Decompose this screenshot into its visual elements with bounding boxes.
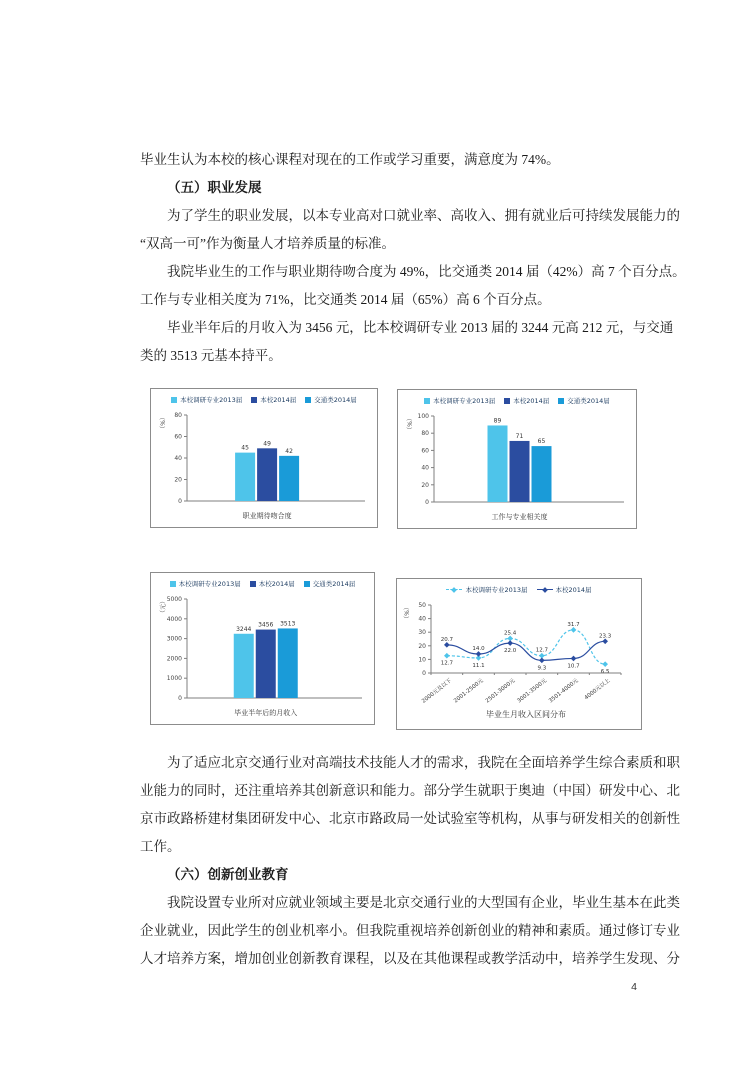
bar-value-label: 3456 <box>258 621 274 629</box>
y-tick-label: 80 <box>421 430 429 438</box>
legend-swatch-icon <box>304 581 310 587</box>
point-value-label: 23.3 <box>599 633 612 640</box>
bar <box>257 448 277 501</box>
chart-legend <box>398 396 636 405</box>
bar-value-label: 71 <box>515 432 524 440</box>
legend-item <box>304 579 356 588</box>
chart-career-expectation-match <box>150 388 378 528</box>
text-line: 京市政路桥建材集团研发中心、北京市路政局一处试验室等机构，从事与研发相关的创新性 <box>140 811 680 826</box>
data-point-marker-icon <box>602 661 608 667</box>
text-line: 为了适应北京交通行业对高端技术技能人才的需求，我院在全面培养学生综合素质和职 <box>167 755 680 770</box>
text-line: 人才培养方案，增加创业创新教育课程，以及在其他课程或教学活动中，培养学生发现、分 <box>140 951 680 966</box>
x-tick-label: 3501-4000元 <box>548 677 580 705</box>
text-line: 毕业生认为本校的核心课程对现在的工作或学习重要，满意度为 74%。 <box>140 152 560 167</box>
lower-text <box>140 749 680 973</box>
text-line: 毕业半年后的月收入为 3456 元，比本校调研专业 2013 届的 3244 元高 212 元，与交通 <box>167 320 674 335</box>
legend-label: 交通类2014届 <box>312 580 356 588</box>
legend-swatch-icon <box>251 397 257 403</box>
bar <box>532 446 552 502</box>
point-value-label: 6.5 <box>600 669 610 676</box>
text-line: 工作与专业相关度为 71%，比交通类 2014 届（65%）高 6 个百分点。 <box>140 292 551 307</box>
x-tick-label: 4000元以上 <box>583 677 612 702</box>
point-value-label: 22.0 <box>504 648 517 655</box>
y-tick-label: 30 <box>418 629 426 637</box>
bar <box>256 630 276 698</box>
legend-label: 本校调研专业2013届 <box>465 586 528 594</box>
y-axis-label: （%） <box>404 604 411 622</box>
legend-swatch-icon <box>537 589 553 590</box>
chart-legend <box>151 579 374 588</box>
legend-label: 交通类2014届 <box>567 397 610 405</box>
legend-item <box>537 585 592 594</box>
y-tick-label: 40 <box>418 615 426 623</box>
point-value-label: 31.7 <box>567 621 580 628</box>
legend-swatch-icon <box>171 397 177 403</box>
y-tick-label: 50 <box>418 602 426 609</box>
y-tick-label: 40 <box>421 464 429 472</box>
y-tick-label: 1000 <box>166 675 182 683</box>
data-point-marker-icon <box>476 651 482 657</box>
legend-swatch-icon <box>424 398 430 404</box>
bar-value-label: 3513 <box>280 620 296 628</box>
y-tick-label: 4000 <box>166 615 182 623</box>
legend-item <box>251 395 296 404</box>
bar-value-label: 89 <box>493 417 502 425</box>
legend-item <box>250 579 295 588</box>
bar <box>278 628 298 698</box>
y-tick-label: 20 <box>421 481 429 489</box>
y-tick-label: 20 <box>174 476 182 484</box>
x-axis-label: 职业期待吻合度 <box>242 512 292 520</box>
point-value-label: 20.7 <box>440 636 453 643</box>
y-axis-label: （元） <box>160 597 167 617</box>
data-point-marker-icon <box>507 640 513 646</box>
chart-income-distribution <box>396 578 642 730</box>
legend-swatch-icon <box>305 397 311 403</box>
chart-work-major-relevance <box>397 389 637 529</box>
legend-label: 本校调研专业2013届 <box>180 396 243 404</box>
x-tick-label: 2501-3000元 <box>484 677 517 705</box>
y-tick-label: 0 <box>178 695 182 702</box>
chart-plot <box>151 573 374 724</box>
x-axis-label: 毕业半年后的月收入 <box>234 709 298 717</box>
chart-legend <box>397 585 641 594</box>
legend-swatch-icon <box>446 589 462 590</box>
chart-plot <box>397 579 641 729</box>
bar <box>235 453 255 501</box>
x-axis-label: 工作与专业相关度 <box>491 513 548 521</box>
y-tick-label: 0 <box>425 499 429 506</box>
bar-value-label: 49 <box>263 440 271 448</box>
y-tick-label: 0 <box>422 670 426 677</box>
chart-monthly-income <box>150 572 375 725</box>
legend-label: 本校调研专业2013届 <box>178 580 241 588</box>
bar-value-label: 65 <box>537 438 546 446</box>
legend-item <box>446 585 527 594</box>
point-value-label: 14.0 <box>472 645 485 652</box>
diamond-marker-icon <box>542 587 548 593</box>
legend-label: 本校2014届 <box>513 397 550 405</box>
bar-value-label: 45 <box>241 444 249 452</box>
bar-value-label: 42 <box>285 447 293 455</box>
bar <box>510 441 530 502</box>
legend-swatch-icon <box>170 581 176 587</box>
text-line: 类的 3513 元基本持平。 <box>140 348 282 363</box>
y-tick-label: 20 <box>418 642 426 650</box>
y-axis-label: （%） <box>160 414 167 432</box>
bar <box>234 634 254 698</box>
legend-item <box>424 396 495 405</box>
x-tick-label: 2000元及以下 <box>421 677 454 705</box>
data-point-marker-icon <box>571 627 577 633</box>
y-tick-label: 3000 <box>166 635 182 643</box>
y-tick-label: 80 <box>174 412 182 419</box>
point-value-label: 12.7 <box>535 647 548 654</box>
text-line: 企业就业，因此学生的创业机率小。但我院重视培养创新创业的精神和素质。通过修订专业 <box>140 923 680 938</box>
y-tick-label: 0 <box>178 498 182 505</box>
line-series <box>447 641 605 660</box>
chart-title: 毕业生月收入区间分布 <box>486 710 566 719</box>
y-tick-label: 10 <box>418 656 426 664</box>
legend-item <box>305 395 357 404</box>
data-point-marker-icon <box>539 658 545 664</box>
legend-item <box>558 396 610 405</box>
legend-label: 本校2014届 <box>555 586 592 594</box>
line-series <box>447 630 605 664</box>
y-tick-label: 5000 <box>166 596 182 603</box>
point-value-label: 25.4 <box>504 630 517 637</box>
text-line: 我院设置专业所对应就业领域主要是北京交通行业的大型国有企业，毕业生基本在此类 <box>167 895 680 910</box>
y-tick-label: 100 <box>417 413 429 420</box>
legend-label: 本校2014届 <box>260 396 297 404</box>
data-point-marker-icon <box>571 656 577 662</box>
text-line: 工作。 <box>140 839 181 854</box>
data-point-marker-icon <box>444 642 450 648</box>
legend-label: 交通类2014届 <box>314 396 357 404</box>
text-line: “双高一可”作为衡量人才培养质量的标准。 <box>140 236 395 251</box>
data-point-marker-icon <box>602 638 608 644</box>
bar <box>279 456 299 501</box>
x-tick-label: 2001-2500元 <box>453 677 485 705</box>
bar <box>488 425 508 502</box>
legend-item <box>170 579 241 588</box>
y-tick-label: 60 <box>174 433 182 441</box>
legend-item <box>171 395 242 404</box>
y-tick-label: 60 <box>421 447 429 455</box>
point-value-label: 12.7 <box>440 660 453 667</box>
text-line: 业能力的同时，还注重培养其创新意识和能力。部分学生就职于奥迪（中国）研发中心、北 <box>140 783 680 798</box>
chart-plot <box>398 390 636 528</box>
point-value-label: 9.3 <box>537 665 547 672</box>
x-tick-label: 3001-3500元 <box>516 677 549 705</box>
section-heading: （六）创新创业教育 <box>167 867 289 882</box>
legend-swatch-icon <box>558 398 564 404</box>
text-line: 我院毕业生的工作与职业期待吻合度为 49%，比交通类 2014 届（42%）高 7 个百分点。 <box>167 264 686 279</box>
upper-text <box>140 146 686 370</box>
y-axis-label: （%） <box>407 415 414 433</box>
chart-legend <box>151 395 377 404</box>
legend-swatch-icon <box>504 398 510 404</box>
legend-label: 本校2014届 <box>258 580 295 588</box>
chart-plot <box>151 389 377 527</box>
legend-label: 本校调研专业2013届 <box>433 397 496 405</box>
point-value-label: 10.7 <box>567 663 580 670</box>
data-point-marker-icon <box>444 653 450 659</box>
y-tick-label: 2000 <box>166 655 182 663</box>
point-value-label: 11.1 <box>472 662 485 669</box>
section-heading: （五）职业发展 <box>167 180 262 195</box>
y-tick-label: 40 <box>174 455 182 462</box>
text-line: 为了学生的职业发展，以本专业高对口就业率、高收入、拥有就业后可持续发展能力的 <box>167 208 680 223</box>
legend-item <box>504 396 549 405</box>
legend-swatch-icon <box>250 581 256 587</box>
page-number: 4 <box>631 981 637 993</box>
bar-value-label: 3244 <box>236 625 252 633</box>
diamond-marker-icon <box>452 587 458 593</box>
